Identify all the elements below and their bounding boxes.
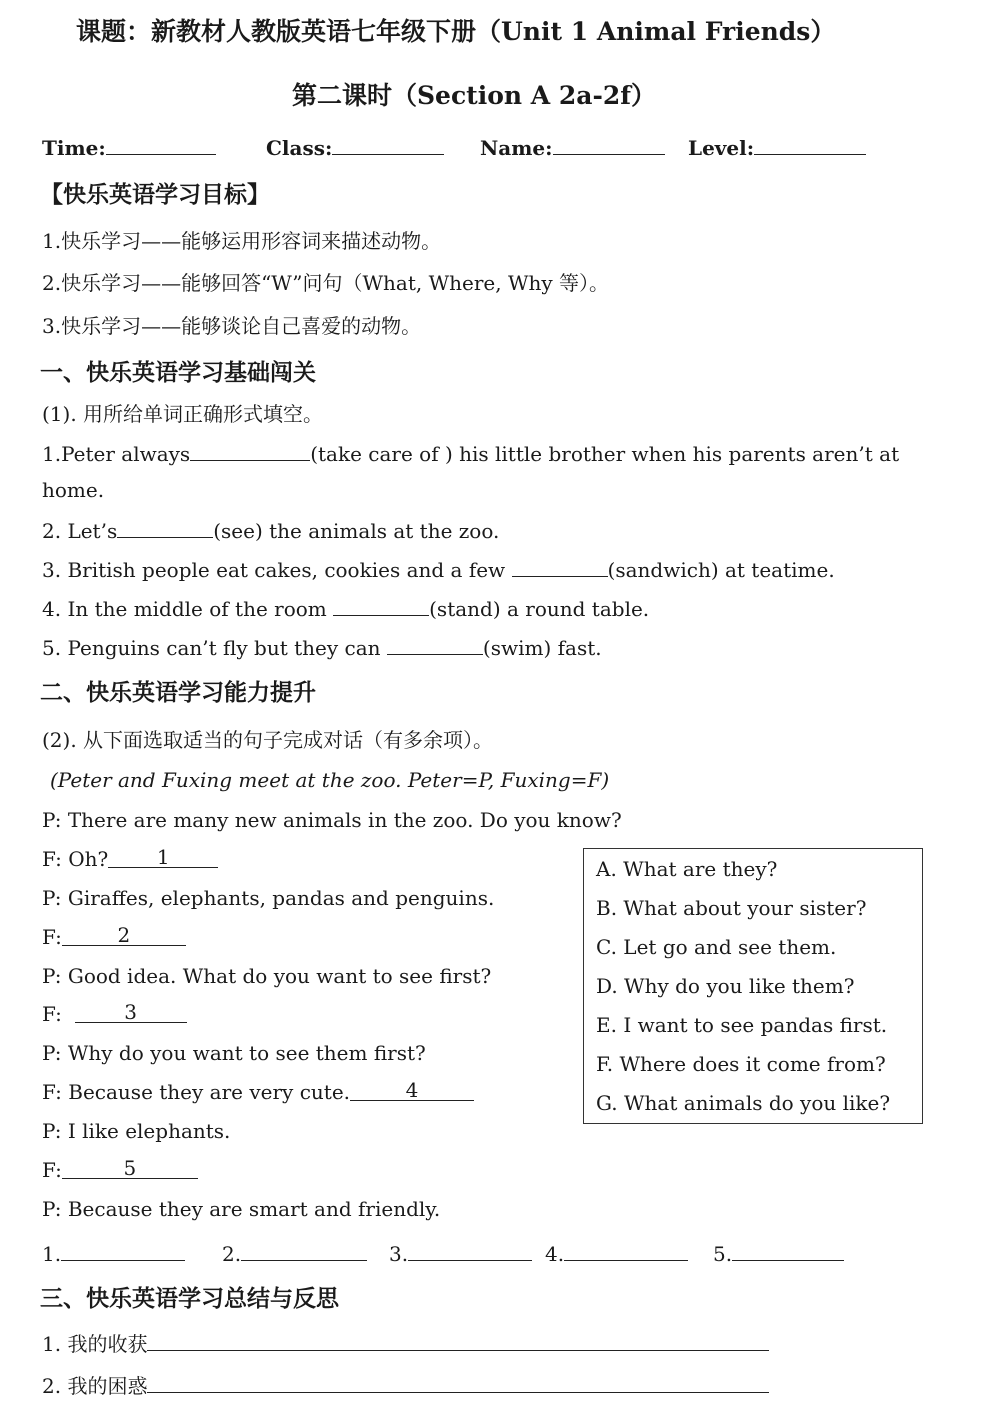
section2-instruction: (2). 从下面选取适当的句子完成对话（有多余项）。 xyxy=(42,728,494,752)
question-1-continued: home. xyxy=(42,478,105,502)
question-text: 5. Penguins can’t fly but they can xyxy=(42,636,381,660)
option-item: D. Why do you like them? xyxy=(596,974,855,998)
option-item: E. I want to see pandas first. xyxy=(596,1013,888,1037)
dialogue-line xyxy=(42,1002,187,1026)
speaker-text: F: Because they are very cute. xyxy=(42,1080,351,1104)
dialogue-blank[interactable] xyxy=(350,1080,474,1101)
speaker-text: F: xyxy=(42,925,62,949)
blank-number: 5 xyxy=(123,1156,137,1180)
reflection-label: 2. 我的困惑 xyxy=(42,1374,148,1398)
dialogue-line: P: Because they are smart and friendly. xyxy=(42,1197,441,1221)
dialogue-line: P: Why do you want to see them first? xyxy=(42,1041,426,1065)
reflection-confusions xyxy=(42,1370,769,1399)
question-5 xyxy=(42,634,602,660)
level-blank[interactable] xyxy=(754,134,866,155)
section1-instruction: (1). 用所给单词正确形式填空。 xyxy=(42,402,324,426)
objective-item: 2.快乐学习——能够回答“W”问句（What, Where, Why 等）。 xyxy=(42,271,610,295)
time-blank[interactable] xyxy=(106,134,216,155)
answer-label: 2. xyxy=(222,1242,242,1266)
question-text: (see) the animals at the zoo. xyxy=(213,519,500,543)
dialogue-line: P: There are many new animals in the zoo. Do you know? xyxy=(42,808,622,832)
objectives-heading: 【快乐英语学习目标】 xyxy=(40,181,270,208)
question-text: (swim) fast. xyxy=(482,636,602,660)
answer-blank[interactable] xyxy=(732,1240,844,1261)
dialogue-scene: (Peter and Fuxing meet at the zoo. Peter=P, Fuxing=F) xyxy=(50,768,610,792)
dialogue-line: P: Giraffes, elephants, pandas and penguins. xyxy=(42,886,495,910)
dialogue-blank[interactable] xyxy=(75,1002,187,1023)
reflection-line[interactable] xyxy=(147,1370,769,1393)
dialogue-line xyxy=(42,847,218,871)
info-label-level: Level: xyxy=(688,136,755,160)
info-field-class xyxy=(266,134,444,160)
dialogue-blank[interactable] xyxy=(62,1158,198,1179)
reflection-label: 1. 我的收获 xyxy=(42,1332,148,1356)
objective-item: 3.快乐学习——能够谈论自己喜爱的动物。 xyxy=(42,314,422,338)
question-text: (take care of ) his little brother when his parents aren’t at xyxy=(310,442,900,466)
answer-label: 4. xyxy=(545,1242,565,1266)
option-item: F. Where does it come from? xyxy=(596,1052,886,1076)
answer-field-4 xyxy=(545,1240,688,1266)
question-text: 4. In the middle of the room xyxy=(42,597,327,621)
dialogue-line: P: Good idea. What do you want to see first? xyxy=(42,964,492,988)
answer-blank[interactable] xyxy=(117,517,213,538)
section1-heading: 一、快乐英语学习基础闯关 xyxy=(40,359,316,386)
question-3 xyxy=(42,556,835,582)
question-1 xyxy=(42,440,899,466)
section2-heading: 二、快乐英语学习能力提升 xyxy=(40,679,316,706)
answer-field-3 xyxy=(389,1240,532,1266)
answer-field-1 xyxy=(42,1240,185,1266)
answer-blank[interactable] xyxy=(408,1240,532,1261)
answer-label: 5. xyxy=(713,1242,733,1266)
question-4 xyxy=(42,595,649,621)
question-text: (sandwich) at teatime. xyxy=(607,558,835,582)
page-subtitle: 第二课时（Section A 2a-2f） xyxy=(292,81,657,110)
answer-blank[interactable] xyxy=(61,1240,185,1261)
dialogue-line xyxy=(42,1080,474,1104)
blank-number: 2 xyxy=(117,923,131,947)
page-title: 课题：新教材人教版英语七年级下册（Unit 1 Animal Friends） xyxy=(76,17,836,46)
answer-blank[interactable] xyxy=(241,1240,367,1261)
section3-heading: 三、快乐英语学习总结与反思 xyxy=(40,1285,339,1312)
option-item: B. What about your sister? xyxy=(596,896,867,920)
options-box xyxy=(583,848,923,1124)
answer-blank[interactable] xyxy=(564,1240,688,1261)
option-item: G. What animals do you like? xyxy=(596,1091,891,1115)
question-text: 3. British people eat cakes, cookies and a few xyxy=(42,558,506,582)
option-item: A. What are they? xyxy=(596,857,778,881)
info-label-name: Name: xyxy=(480,136,553,160)
blank-number: 1 xyxy=(156,845,170,869)
info-label-time: Time: xyxy=(42,136,106,160)
question-text: 1.Peter always xyxy=(42,442,191,466)
question-text: (stand) a round table. xyxy=(429,597,650,621)
dialogue-blank[interactable] xyxy=(108,847,218,868)
question-text: 2. Let’s xyxy=(42,519,118,543)
answer-blank[interactable] xyxy=(333,595,429,616)
answer-blank[interactable] xyxy=(190,440,310,461)
class-blank[interactable] xyxy=(332,134,444,155)
blank-number: 4 xyxy=(405,1078,419,1102)
answer-label: 1. xyxy=(42,1242,62,1266)
option-item: C. Let go and see them. xyxy=(596,935,837,959)
dialogue-line xyxy=(42,925,186,949)
answer-blank[interactable] xyxy=(387,634,483,655)
objective-item: 1.快乐学习——能够运用形容词来描述动物。 xyxy=(42,229,442,253)
dialogue-blank[interactable] xyxy=(62,925,186,946)
info-field-name xyxy=(480,134,665,160)
answer-field-2 xyxy=(222,1240,367,1266)
dialogue-line: P: I like elephants. xyxy=(42,1119,231,1143)
info-label-class: Class: xyxy=(266,136,333,160)
speaker-text: F: xyxy=(42,1002,62,1026)
answer-field-5 xyxy=(713,1240,844,1266)
info-field-level xyxy=(688,134,866,160)
speaker-text: F: xyxy=(42,1158,62,1182)
speaker-text: F: Oh? xyxy=(42,847,109,871)
dialogue-line xyxy=(42,1158,198,1182)
answer-label: 3. xyxy=(389,1242,409,1266)
question-2 xyxy=(42,517,499,543)
blank-number: 3 xyxy=(124,1000,137,1024)
answer-blank[interactable] xyxy=(512,556,608,577)
reflection-gains xyxy=(42,1328,769,1357)
reflection-line[interactable] xyxy=(147,1328,769,1351)
name-blank[interactable] xyxy=(553,134,665,155)
info-field-time xyxy=(42,134,216,160)
